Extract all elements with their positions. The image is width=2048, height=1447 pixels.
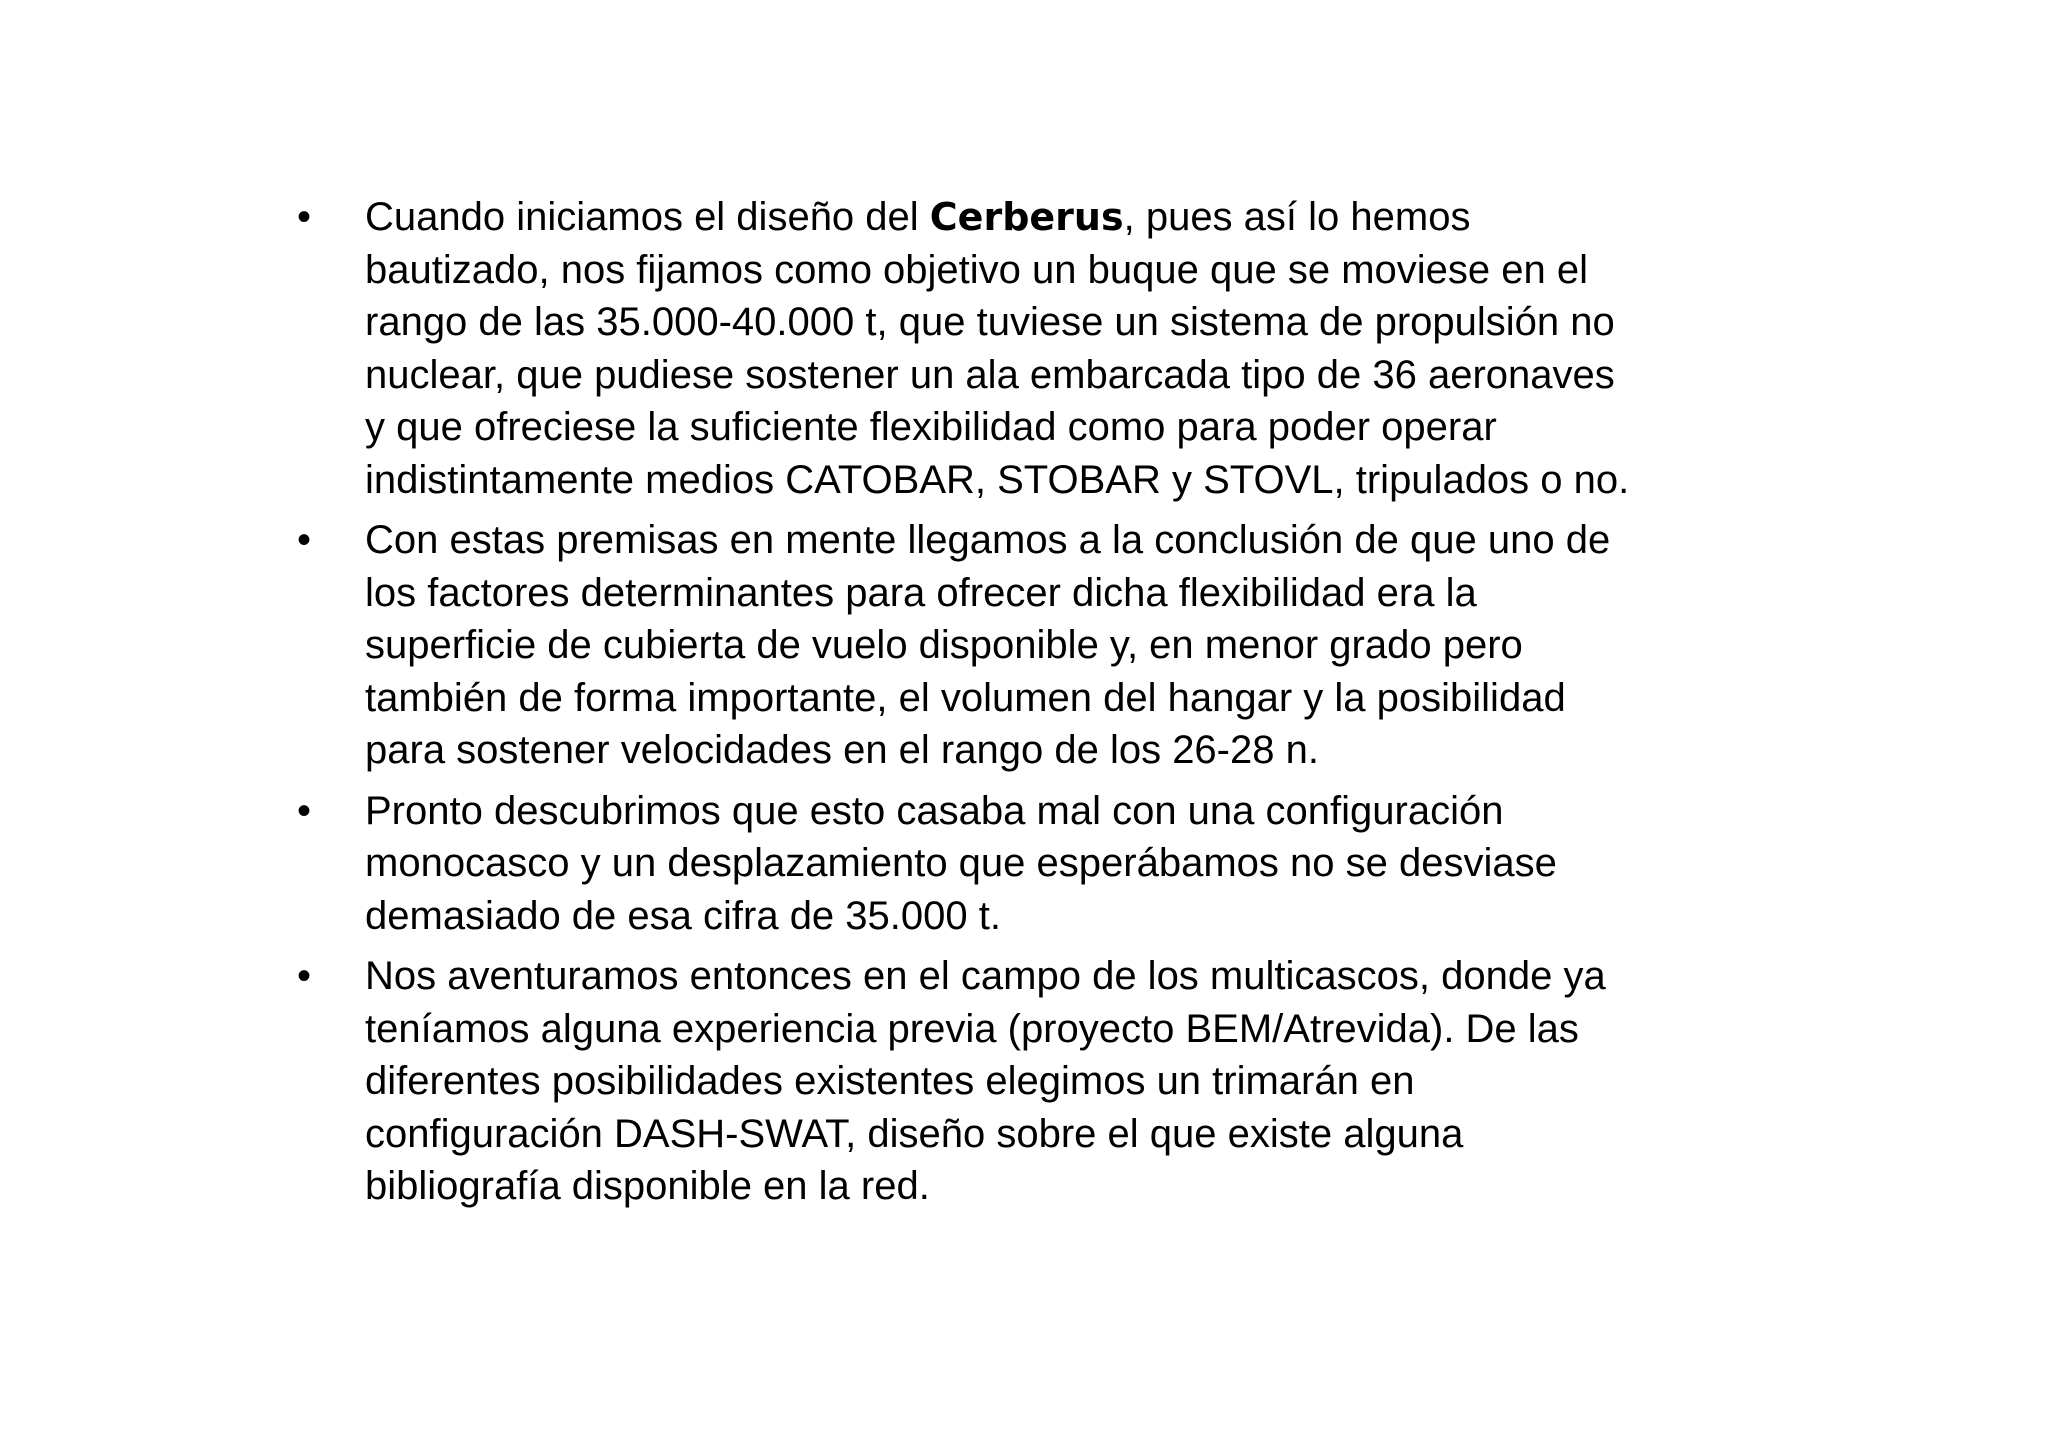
text-line: demasiado de esa cifra de 35.000 t. <box>365 893 1001 938</box>
text-line: rango de las 35.000-40.000 t, que tuviese un sistema de propulsión no <box>365 300 1615 344</box>
bullet-item-4 <box>297 950 1857 1213</box>
text-line: teníamos alguna experiencia previa (proyecto BEM/Atrevida). De las <box>365 1006 1579 1051</box>
text-line <box>365 191 1857 244</box>
text-line: Nos aventuramos entonces en el campo de los multicascos, donde ya <box>365 954 1606 998</box>
text-line: y que ofreciese la suficiente flexibilidad como para poder operar <box>365 405 1497 449</box>
text-line: bautizado, nos fijamos como objetivo un buque que se moviese en el <box>365 247 1588 292</box>
text-line: diferentes posibilidades existentes elegimos un trimarán en <box>365 1059 1415 1103</box>
text-line: monocasco y un desplazamiento que esperábamos no se desviase <box>365 841 1557 885</box>
text-segment: , pues así lo hemos <box>1123 195 1471 239</box>
text-line: Pronto descubrimos que esto casaba mal con una configuración <box>365 788 1504 833</box>
bullet-dot-icon: • <box>297 788 312 833</box>
ship-name-bold: Cerberus <box>929 195 1124 239</box>
text-line: indistintamente medios CATOBAR, STOBAR y STOVL, tripulados o no. <box>365 457 1630 502</box>
text-line: superficie de cubierta de vuelo disponible y, en menor grado pero <box>365 623 1523 667</box>
bullet-item-3 <box>297 785 1857 943</box>
text-line: configuración DASH-SWAT, diseño sobre el que existe alguna <box>365 1111 1464 1156</box>
bullet-dot-icon: • <box>297 518 312 562</box>
text-line: para sostener velocidades en el rango de los 26-28 n. <box>365 728 1319 772</box>
text-line: también de forma importante, el volumen del hangar y la posibilidad <box>365 675 1566 720</box>
bullet-dot-icon: • <box>297 954 312 998</box>
text-line: bibliografía disponible en la red. <box>365 1164 930 1208</box>
bullet-item-2 <box>297 514 1857 777</box>
bullet-dot-icon: • <box>297 195 312 239</box>
bullet-list <box>297 191 1857 1221</box>
text-line: Con estas premisas en mente llegamos a la conclusión de que uno de <box>365 518 1611 562</box>
text-line: los factores determinantes para ofrecer dicha flexibilidad era la <box>365 570 1477 615</box>
bullet-item-1 <box>297 191 1857 506</box>
text-segment: Cuando iniciamos el diseño del <box>365 195 930 239</box>
text-line: nuclear, que pudiese sostener un ala embarcada tipo de 36 aeronaves <box>365 352 1615 397</box>
